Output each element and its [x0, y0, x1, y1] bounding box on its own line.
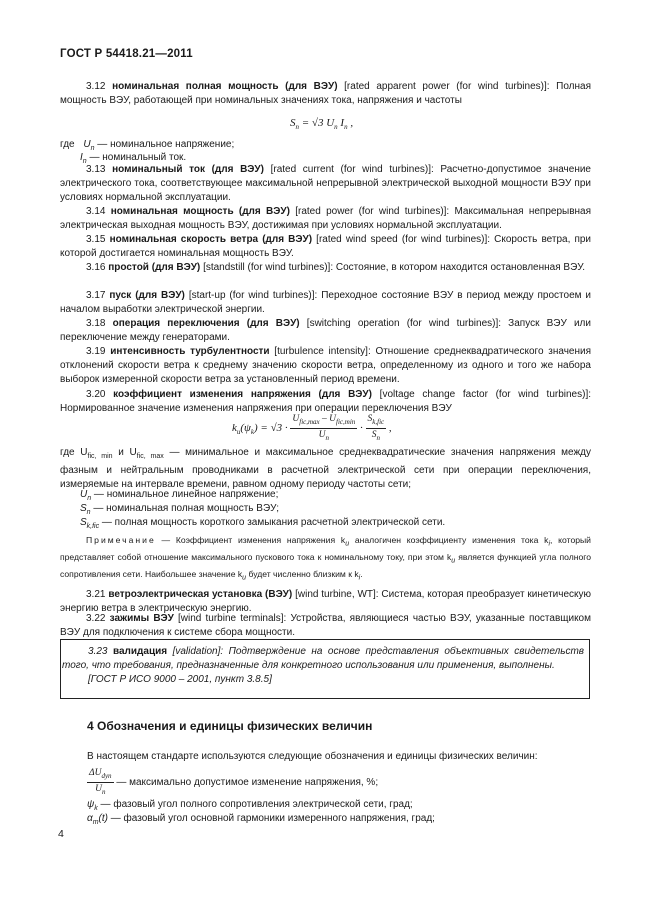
subscript: u — [451, 557, 456, 565]
definition: — полная мощность короткого замыкания расчетной электрической сети. — [99, 517, 446, 528]
clause-3-22 — [60, 612, 591, 640]
clause-term: номинальный ток (для ВЭУ) — [112, 164, 264, 175]
standard-header: ГОСТ Р 54418.21—2011 — [60, 48, 193, 60]
definition: — номинальное линейное напряжение; — [91, 489, 279, 500]
subscript: k,fic — [86, 523, 100, 530]
subscript: i — [548, 540, 550, 548]
formula-symbol: U — [318, 429, 326, 440]
symbol: I — [80, 152, 83, 163]
clause-term: простой (для ВЭУ) — [108, 262, 201, 273]
clause-text: [wind turbine, WT]: Система, которая преобразует кинетическую энергию ветра в электрическую энергию. — [60, 589, 592, 615]
note-text: будет численно близким к k — [246, 569, 359, 580]
formula-symbol: ΔU — [89, 768, 102, 778]
clause-term: зажимы ВЭУ — [109, 613, 174, 624]
note-text: аналогичен коэффициенту изменения тока k — [349, 535, 549, 545]
symbol-alpha — [87, 812, 435, 829]
subscript: n — [86, 509, 91, 516]
definition: — фазовый угол основной гармоники измеренного напряжения, град; — [108, 813, 435, 824]
clause-number: 3.17 — [86, 290, 106, 301]
symbol: U — [80, 489, 88, 500]
clause-text: [rated power (for wind turbines)]: Максимальная непрерывная электрическая выходная мощность ВЭУ, достижимая при условиях нормальной эксплуатации. — [60, 206, 592, 232]
formula-operator: = √3 U — [299, 117, 335, 129]
clause-number: 3.12 — [86, 81, 106, 92]
clause-number: 3.21 — [86, 589, 106, 600]
clause-number: 3.14 — [86, 206, 106, 217]
clause-term: валидация — [112, 646, 168, 657]
formula-symbol: U — [292, 414, 300, 424]
formula-symbol: I — [337, 117, 345, 129]
formula-subscript: fic,min — [336, 417, 356, 426]
subscript: n — [82, 158, 87, 165]
clause-3-18 — [60, 317, 591, 345]
where-label: где — [60, 139, 75, 150]
subscript: n — [87, 495, 92, 502]
clause-number: 3.16 — [86, 262, 106, 273]
clause-3-13 — [60, 163, 591, 206]
formula-punct: , — [347, 117, 354, 129]
formula-symbol: – U — [319, 414, 337, 424]
clause-text: [wind turbine terminals]: Устройства, являющиеся частью ВЭУ, указанные поставщиком ВЭУ для подключения к системе сбора мощности. — [60, 613, 591, 639]
clause-text: [turbulence intensity]: Отношение среднеквадратического значения отклонений скорости ветра к среднему значению скорости ветра, определенному из одного и того же набора выборок измеренной скорости ветра за установленный период времени. — [60, 346, 591, 386]
symbol: S — [80, 517, 87, 528]
clause-text: [voltage change factor (for wind turbines)]: Нормированное значение изменения напряжения при операции переключения ВЭУ — [60, 389, 592, 415]
clause-3-23 — [62, 645, 584, 688]
formula-apparent-power — [290, 117, 353, 131]
clause-text: [start-up (for wind turbines)]: Переходное состояние ВЭУ в период между простоем и началом выработки электрической энергии. — [60, 290, 592, 316]
clause-text: [rated current (for wind turbines)]: Расчетно-допустимое значение электрического тока, соответствующее максимальной непрерывной электрической выходной мощности ВЭУ при условиях нормальной эксплуатации. — [60, 164, 591, 204]
definition: — номинальный ток. — [86, 152, 187, 163]
clause-text: [standstill (for wind turbines)]: Состояние, в котором находится остановленная ВЭУ. — [203, 262, 586, 273]
formula-symbol: S — [371, 429, 377, 440]
note-text: . — [360, 569, 363, 580]
clause-text: [switching operation (for wind turbines)]: Запуск ВЭУ или переключение между генераторами. — [60, 318, 591, 344]
clause-term: номинальная скорость ветра (для ВЭУ) — [109, 234, 313, 245]
where-fic — [60, 446, 591, 493]
clause-term: номинальная полная мощность (для ВЭУ) — [112, 81, 338, 92]
clause-3-19 — [60, 345, 591, 388]
where-text: и U — [112, 447, 137, 458]
note-text: является функцией угла полного сопротивления сети. Наибольшее значение k — [60, 552, 591, 580]
subscript: fic, max — [136, 453, 164, 460]
clause-text: [validation]: Подтверждение на основе представления объективных свидетельств того, что требования, предназначенные для конкретного использования или применения, выполнены. — [62, 646, 585, 672]
formula-subscript: fic,max — [299, 417, 320, 426]
formula-subscript: n — [325, 433, 330, 442]
formula-subscript: k,fic — [372, 417, 385, 426]
formula-subscript: k — [250, 428, 254, 437]
clause-3-14 — [60, 205, 591, 233]
formula-symbol: S — [367, 414, 373, 424]
symbol: α — [87, 813, 93, 824]
formula-symbol: k — [232, 421, 237, 434]
clause-3-17 — [60, 289, 591, 317]
formula-symbol: S — [290, 117, 296, 129]
formula-subscript: u — [236, 428, 241, 437]
symbol: (t) — [98, 813, 108, 824]
fraction-power — [366, 413, 387, 444]
clause-number: 3.13 — [86, 164, 106, 175]
definition: — номинальная полная мощность ВЭУ; — [90, 503, 280, 514]
clause-number: 3.18 — [86, 318, 106, 329]
clause-term: ветроэлектрическая установка (ВЭУ) — [108, 589, 293, 600]
note-block — [60, 534, 591, 585]
formula-subscript: dyn — [101, 771, 112, 780]
clause-number: 3.15 — [86, 234, 106, 245]
section-title: 4 Обозначения и единицы физических величин — [87, 719, 373, 733]
symbol: U — [83, 139, 91, 150]
clause-number: 3.20 — [86, 389, 106, 400]
formula-subscript: n — [376, 433, 380, 442]
formula-voltage-change-factor: $k_u(\psi_k) = √3$ · $\frac{U_{fic,max} - U_{fic,min}}{U_n}$ · $\frac{S_{k,fic}}{S_n}$ , — [232, 414, 392, 442]
subscript: u — [242, 574, 247, 582]
formula-symbol: U — [95, 783, 102, 794]
fraction-dyn — [87, 767, 114, 798]
definition: — номинальное напряжение; — [94, 139, 235, 150]
clause-3-12 — [60, 80, 591, 108]
subscript: k — [94, 805, 98, 812]
fraction-voltage — [290, 413, 357, 444]
note-text: — Коэффициент изменения напряжения k — [155, 535, 346, 545]
subscript: u — [345, 540, 350, 548]
clause-text: [rated wind speed (for wind turbines)]: Скорость ветра, при которой достигается номинальная мощность ВЭУ. — [60, 234, 592, 260]
clause-term: номинальная мощность (для ВЭУ) — [110, 206, 290, 217]
symbol: ψ — [87, 799, 95, 810]
formula-subscript: n — [344, 123, 348, 132]
clause-3-16 — [60, 261, 591, 275]
formula-operator: ) = √3 · — [254, 421, 288, 434]
clause-term: коэффициент изменения напряжения (для ВЭУ) — [113, 389, 372, 400]
clause-term: операция переключения (для ВЭУ) — [112, 318, 300, 329]
clause-number: 3.19 — [86, 346, 106, 357]
subscript: fic, min — [87, 453, 113, 460]
clause-number: 3.23 — [88, 646, 108, 657]
subscript: i — [358, 574, 361, 582]
where-sk-line — [80, 516, 445, 533]
symbol: S — [80, 503, 87, 514]
page-number: 4 — [58, 828, 64, 840]
clause-3-15 — [60, 233, 591, 261]
subscript: n — [90, 145, 95, 152]
section-intro: В настоящем стандарте используются следующие обозначения и единицы физических величин: — [87, 751, 538, 762]
formula-symbol: (ψ — [240, 421, 251, 434]
subscript: m — [92, 819, 99, 826]
formula-subscript: n — [295, 123, 299, 132]
clause-term: пуск (для ВЭУ) — [109, 290, 185, 301]
definition: — максимально допустимое изменение напряжения, %; — [113, 777, 379, 789]
clause-reference: [ГОСТ Р ИСО 9000 – 2001, пункт 3.8.5] — [88, 674, 272, 686]
clause-number: 3.22 — [86, 613, 106, 624]
symbol-voltage-change — [87, 767, 378, 798]
clause-term: интенсивность турбулентности — [110, 346, 270, 357]
note-label: Примечание — [86, 535, 156, 545]
formula-subscript: n — [101, 787, 106, 796]
formula-subscript: n — [334, 123, 338, 132]
definition: — фазовый угол полного сопротивления электрической сети, град; — [97, 799, 413, 810]
clause-text: [rated apparent power (for wind turbines)]: Полная мощность ВЭУ, работающей при номинальных значениях тока, напряжения и частоты — [60, 81, 592, 107]
note-text: , который представляет собой отношение максимального пускового тока к номинальному току, при этом k — [60, 535, 591, 563]
where-text: где U — [60, 447, 88, 458]
formula-punct: , — [386, 421, 392, 434]
where-text: — минимальное и максимальное среднеквадратические значения напряжения между фазным и нейтральным проводниками в расчетной электрической сети при операции переключения, измеряемые на интервале времени, равном одному периоду частоты сети; — [60, 447, 591, 491]
